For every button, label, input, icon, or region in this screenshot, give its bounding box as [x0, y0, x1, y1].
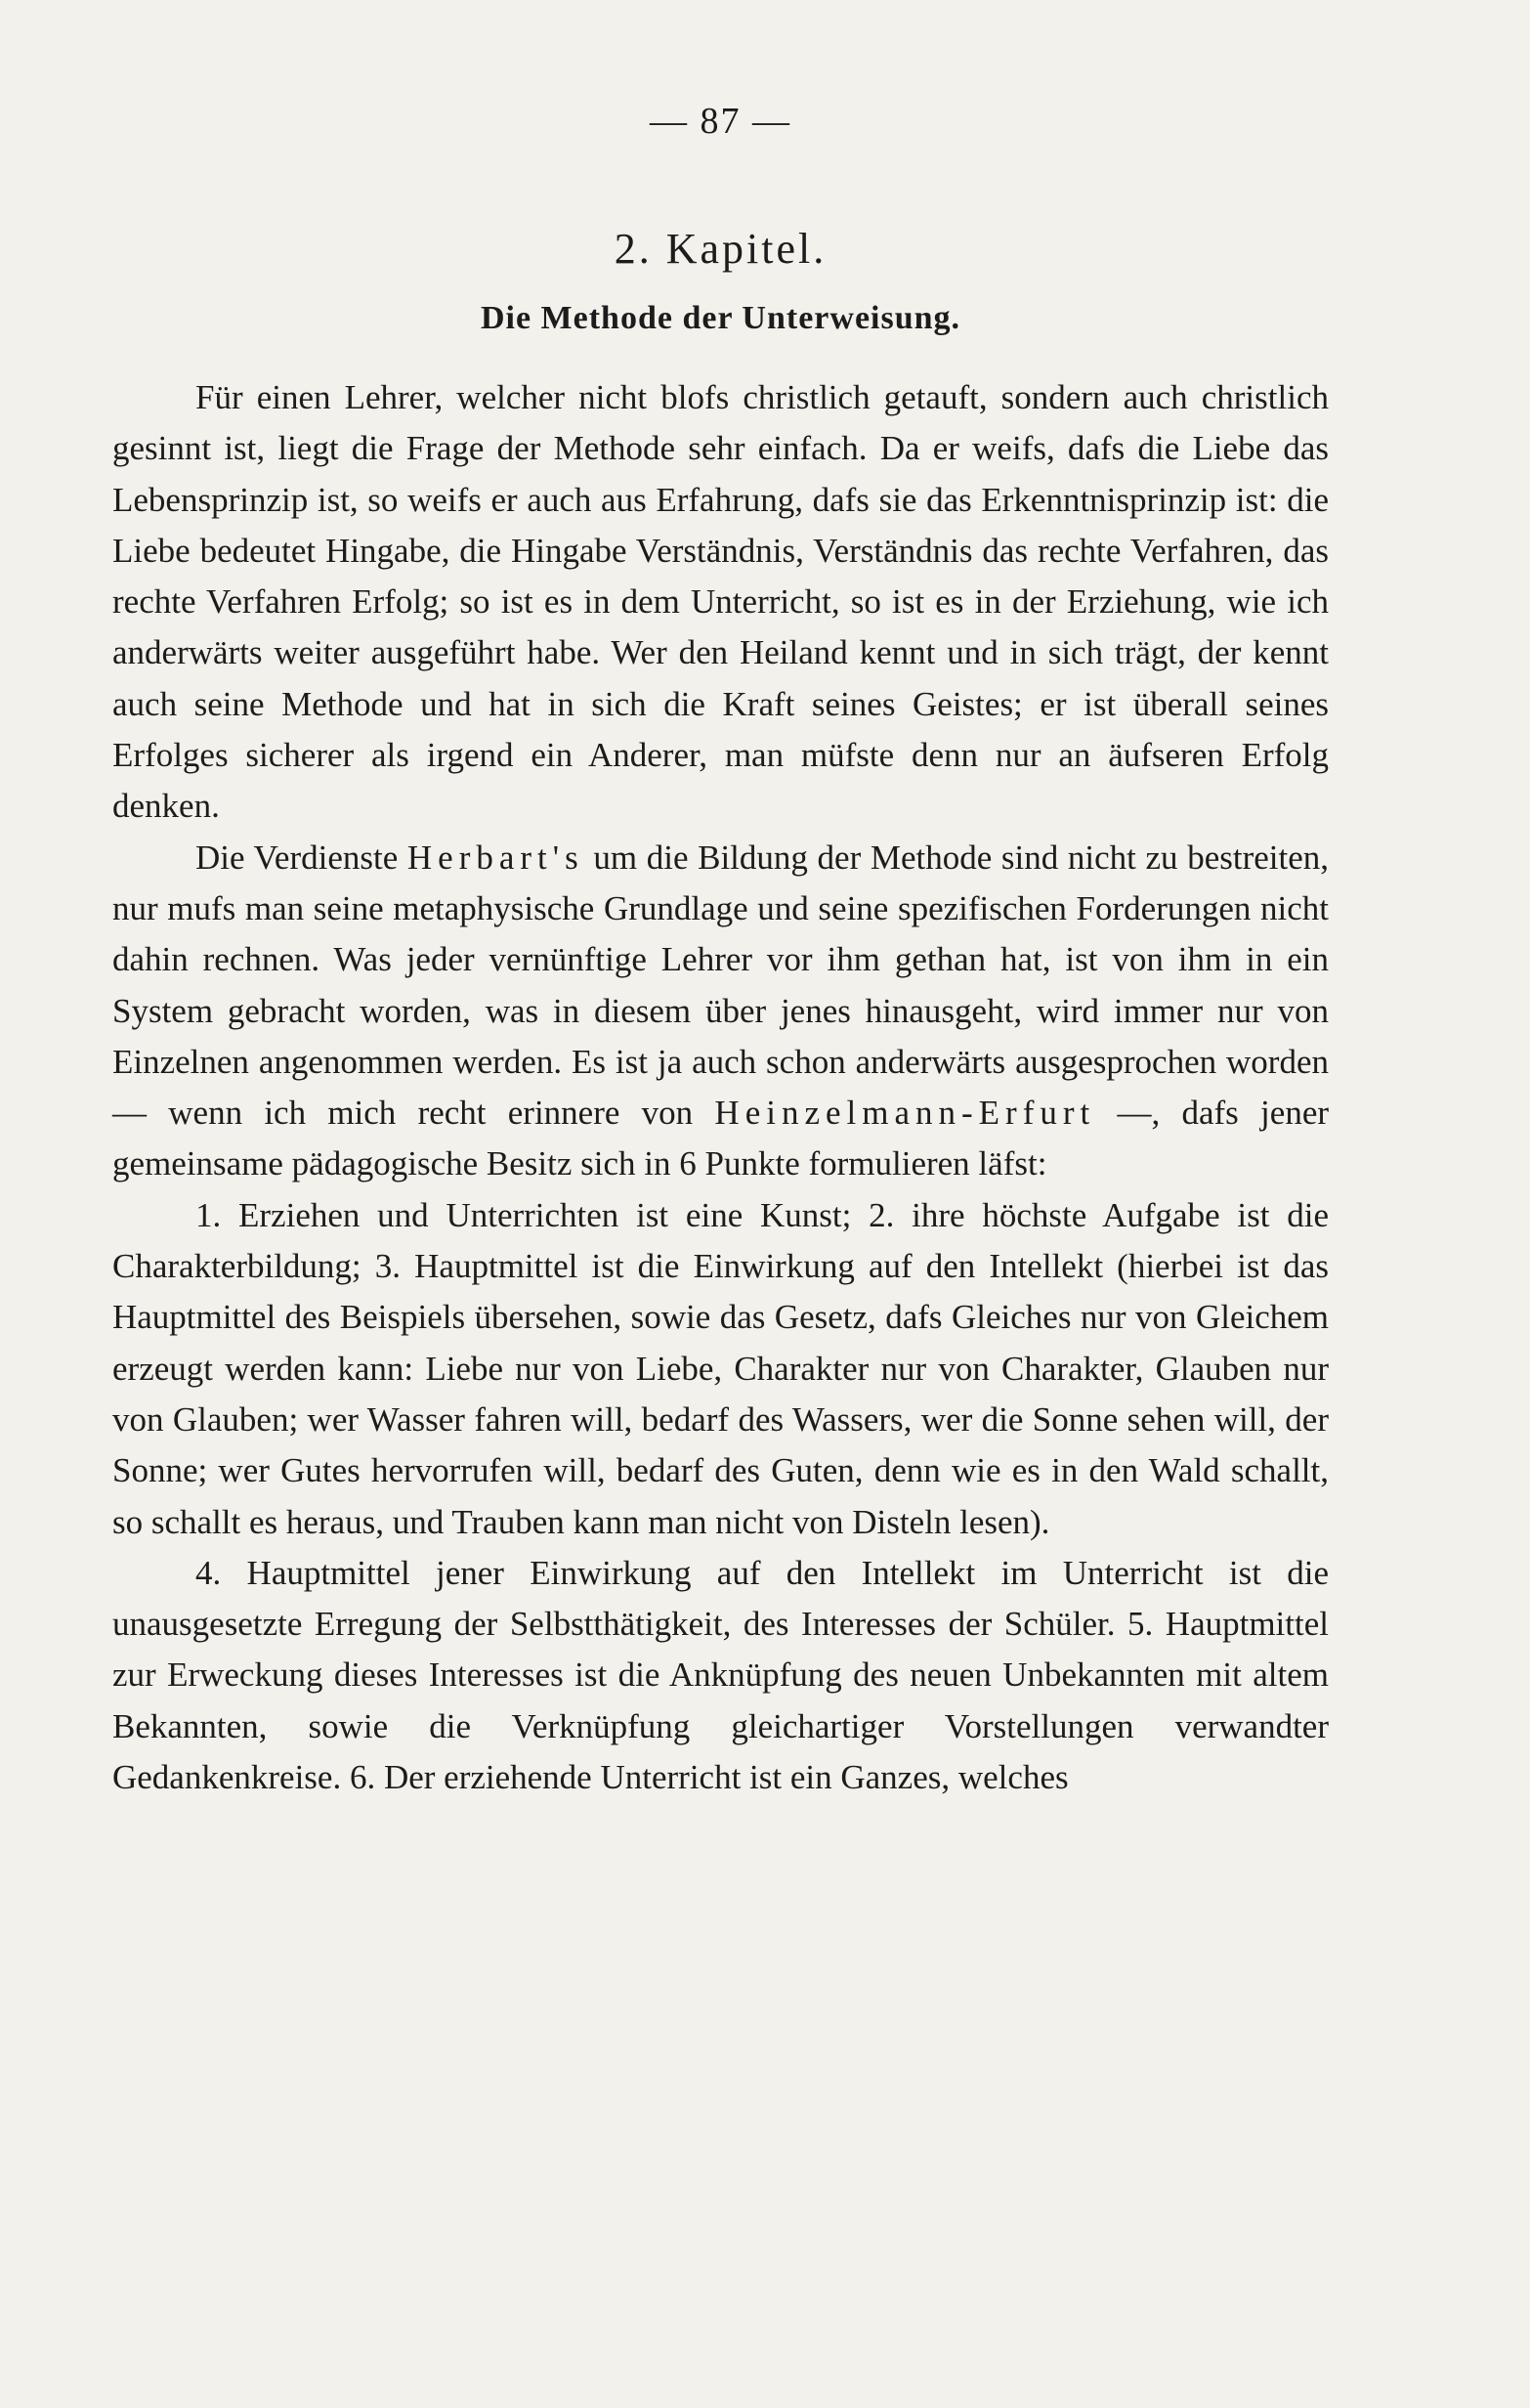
chapter-title: Die Methode der Unterweisung.	[480, 300, 961, 336]
book-page	[112, 103, 1329, 1803]
paragraph-2-text-a: Die Verdienste	[195, 838, 407, 877]
paragraph-2-text-b: um die Bildung der Methode sind nicht zu bestreiten, nur mufs man seine metaphysische Grundlage und seine spezifischen Forderungen nicht dahin rechnen. Was jeder vernünftige Lehrer vor ihm gethan hat, ist von ihm in ein System gebracht worden, was in diesem über jenes hinausgeht, wird immer nur von Einzelnen angenommen werden. Es ist ja auch schon anderwärts ausgesprochen worden — wenn ich mich recht erinnere von	[112, 838, 1329, 1133]
page-number: — 87 —	[650, 101, 791, 142]
paragraph-2	[112, 833, 1329, 1190]
paragraph-4: 4. Hauptmittel jener Einwirkung auf den Intellekt im Unterricht ist die unausgesetzte Erregung der Selbstthätigkeit, des Interesses der Schüler. 5. Hauptmittel zur Erweckung dieses Interesses ist die Anknüpfung des neuen Unbekannten mit altem Bekannten, sowie die Verknüpfung gleichartiger Vorstellungen verwandter Gedankenkreise. 6. Der erziehende Unterricht ist ein Ganzes, welches	[112, 1553, 1329, 1797]
name-herbart: Herbart's	[406, 838, 584, 877]
paragraph-3: 1. Erziehen und Unterrichten ist eine Kunst; 2. ihre höchste Aufgabe ist die Charakterbildung; 3. Hauptmittel ist die Einwirkung auf den Intellekt (hierbei ist das Hauptmittel des Beispiels übersehen, sowie das Gesetz, dafs Gleiches nur von Gleichem erzeugt werden kann: Liebe nur von Liebe, Charakter nur von Charakter, Glauben nur von Glauben; wer Wasser fahren will, bedarf des Wassers, wer die Sonne sehen will, der Sonne; wer Gutes hervorrufen will, bedarf des Guten, denn wie es in den Wald schallt, so schallt es heraus, und Trauben kann man nicht von Disteln lesen).	[112, 1195, 1329, 1541]
paragraph-2-text-c: —, dafs jener gemeinsame pädagogische Besitz sich in 6 Punkte formulieren läfst:	[112, 1094, 1330, 1183]
chapter-label: 2. Kapitel.	[614, 225, 828, 273]
paragraph-1: Für einen Lehrer, welcher nicht blofs christlich getauft, sondern auch christlich gesinnt ist, liegt die Frage der Methode sehr einfach. Da er weifs, dafs die Liebe das Lebensprinzip ist, so weifs er auch aus Erfahrung, dafs sie das Erkenntnisprinzip ist: die Liebe bedeutet Hingabe, die Hingabe Verständnis, Verständnis das rechte Verfahren, das rechte Verfahren Erfolg; so ist es in dem Unterricht, so ist es in der Erziehung, wie ich anderwärts weiter ausgeführt habe. Wer den Heiland kennt und in sich trägt, der kennt auch seine Methode und hat in sich die Kraft seines Geistes; er ist überall seines Erfolges sicherer als irgend ein Anderer, man müfste denn nur an äufseren Erfolg denken.	[112, 378, 1329, 826]
name-heinzelmann: Heinzelmann-Erfurt	[714, 1094, 1096, 1133]
